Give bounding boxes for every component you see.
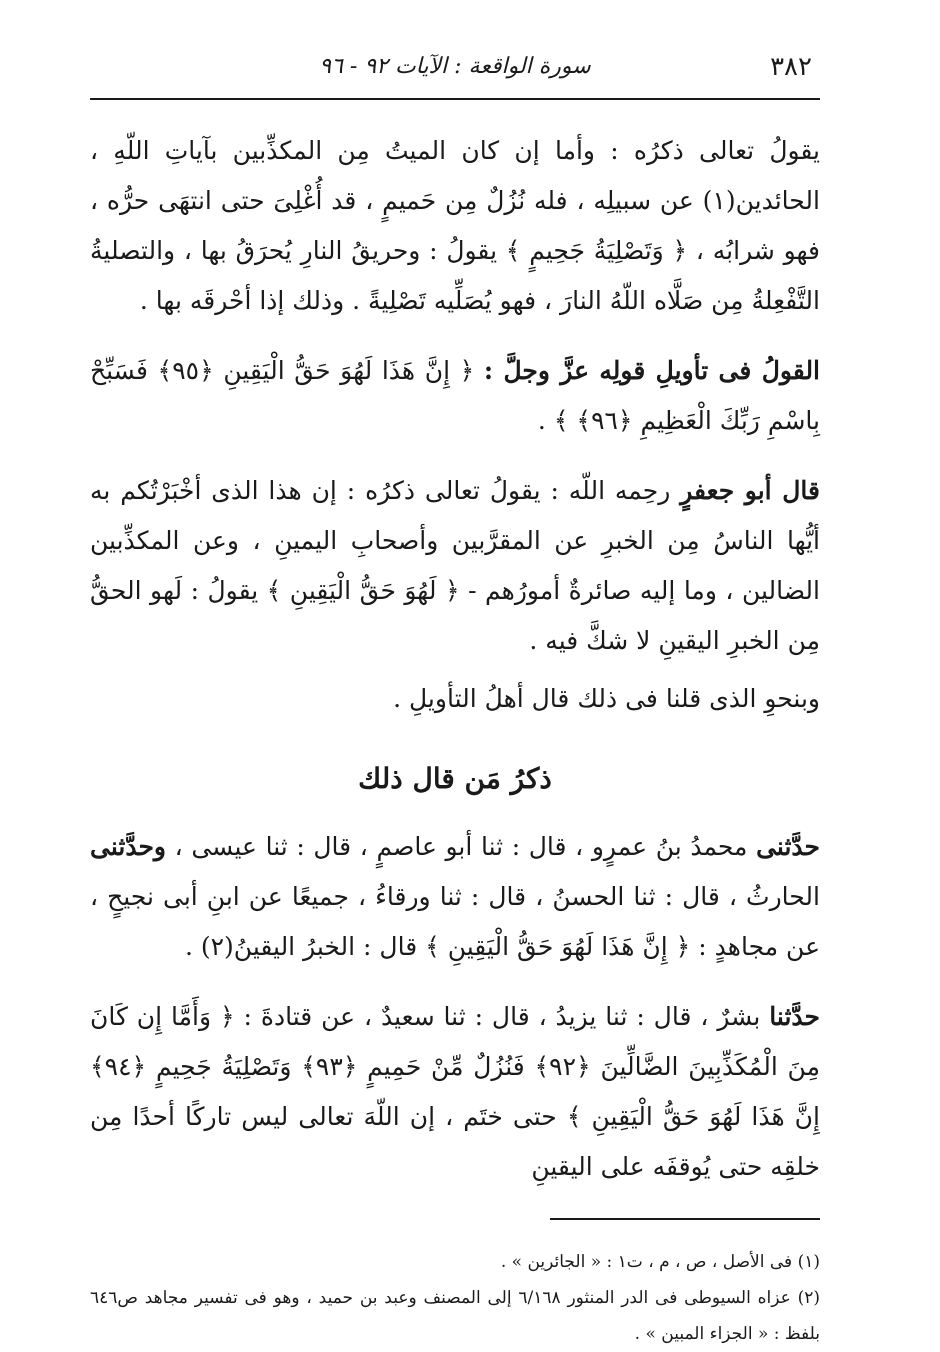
author-name: قال أبو جعفرٍ: [680, 476, 820, 505]
verse-text: ﴿ إِنَّ هَذَا لَهُوَ حَقُّ الْيَقِينِ ﴿٩٥﴾ فَسَبِّحْ بِاسْمِ رَبِّكَ الْعَظِيمِ ﴿٩٦﴾ ﴾ .: [90, 356, 820, 435]
page-number: ٣٨٢: [770, 52, 812, 82]
section-lead: القولُ فى تأويلِ قولِه عزَّ وجلَّ :: [483, 356, 821, 385]
narration-text: بشرٌ ، قال : ثنا يزيدُ ، قال : ثنا سعيدٌ ، عن قتادةَ : ﴿ وَأَمَّا إِن كَانَ مِنَ الْمُكَذِّبِينَ الضَّالِّينَ ﴿٩٢﴾ فَنُزُلٌ مِّنْ حَمِيمٍ ﴿٩٣﴾ وَتَصْلِيَةُ جَحِيمٍ ﴿٩٤﴾ إِنَّ هَذَا لَهُوَ حَقُّ الْيَقِينِ ﴾ حتى ختَم ، إن اللّهَ تعالى ليس تاركًا أحدًا مِن خلقِه حتى يُوقفَه على اليقينِ: [90, 1002, 820, 1181]
section-heading: ذكرُ مَن قال ذلك: [358, 762, 552, 795]
narration-lead: حدَّثنى: [756, 832, 820, 861]
book-page: [90, 40, 821, 1344]
narration-text: الحارثُ ، قال : ثنا الحسنُ ، قال : ثنا ورقاءُ ، جميعًا عن ابنِ أبى نجيحٍ ، عن مجاهدٍ : ﴿ إِنَّ هَذَا لَهُوَ حَقُّ الْيَقِينِ ﴾ قال : الخبرُ اليقينُ(٢) .: [90, 882, 820, 961]
footnotes: [90, 1244, 820, 1352]
page-header: [90, 40, 820, 100]
hadith-report-1: [90, 822, 820, 972]
narration-chain: محمدُ بنُ عمرٍو ، قال : ثنا أبو عاصمٍ ، قال : ثنا عيسى ،: [166, 832, 757, 861]
narration-lead: وحدَّثنى: [90, 832, 166, 861]
hadith-report-2: [90, 992, 820, 1192]
footnote-divider: [550, 1218, 820, 1220]
footnote-2: (٢) عزاه السيوطى فى الدر المنثور ٦/١٦٨ إلى المصنف وعبد بن حميد ، وهو فى تفسير مجاهد ص٦٤٦ بلفظ : « الجزاء المبين » .: [90, 1288, 820, 1344]
running-head: سورة الواقعة : الآيات ٩٢ - ٩٦: [319, 54, 591, 79]
main-text: [90, 126, 820, 1192]
paragraph-commentary: يقولُ تعالى ذكرُه : وأما إن كان الميتُ مِن المكذِّبين بآياتِ اللّهِ ، الحائدين(١) عن سبيلِه ، فله نُزُلٌ مِن حَميمٍ ، قد أُغْلِىَ حتى انتهَى حرُّه ، فهو شرابُه ، ﴿ وَتَصْلِيَةُ جَحِيمٍ ﴾ يقولُ : وحريقُ النارِ يُحرَقُ بها ، والتصليةُ التَّفْعِلةُ مِن صَلَّاه اللّهُ النارَ ، فهو يُصَلِّيه تَصْلِيةً . وذلك إذا أحْرقَه بها .: [90, 136, 820, 315]
narration-lead: حدَّثنا: [769, 1002, 820, 1031]
author-comment-text: رحِمه اللّه : يقولُ تعالى ذكرُه : إن هذا الذى أخْبَرْتُكم به أيُّها الناسُ مِن الخبرِ عن المقرَّبين وأصحابِ اليمينِ ، وعن المكذِّبين الضالين ، وما إليه صائرةٌ أمورُهم - ﴿ لَهُوَ حَقُّ الْيَقِينِ ﴾ يقولُ : لَهو الحقُّ مِن الخبرِ اليقينِ لا شكَّ فيه .: [90, 476, 820, 655]
footnote-1: (١) فى الأصل ، ص ، م ، ت١ : « الجائرين » .: [500, 1252, 820, 1272]
paragraph-interpreters: وبنحوِ الذى قلنا فى ذلك قال أهلُ التأويلِ .: [393, 684, 820, 713]
paragraph-verse-heading: [90, 346, 820, 446]
paragraph-author-comment: [90, 466, 820, 666]
